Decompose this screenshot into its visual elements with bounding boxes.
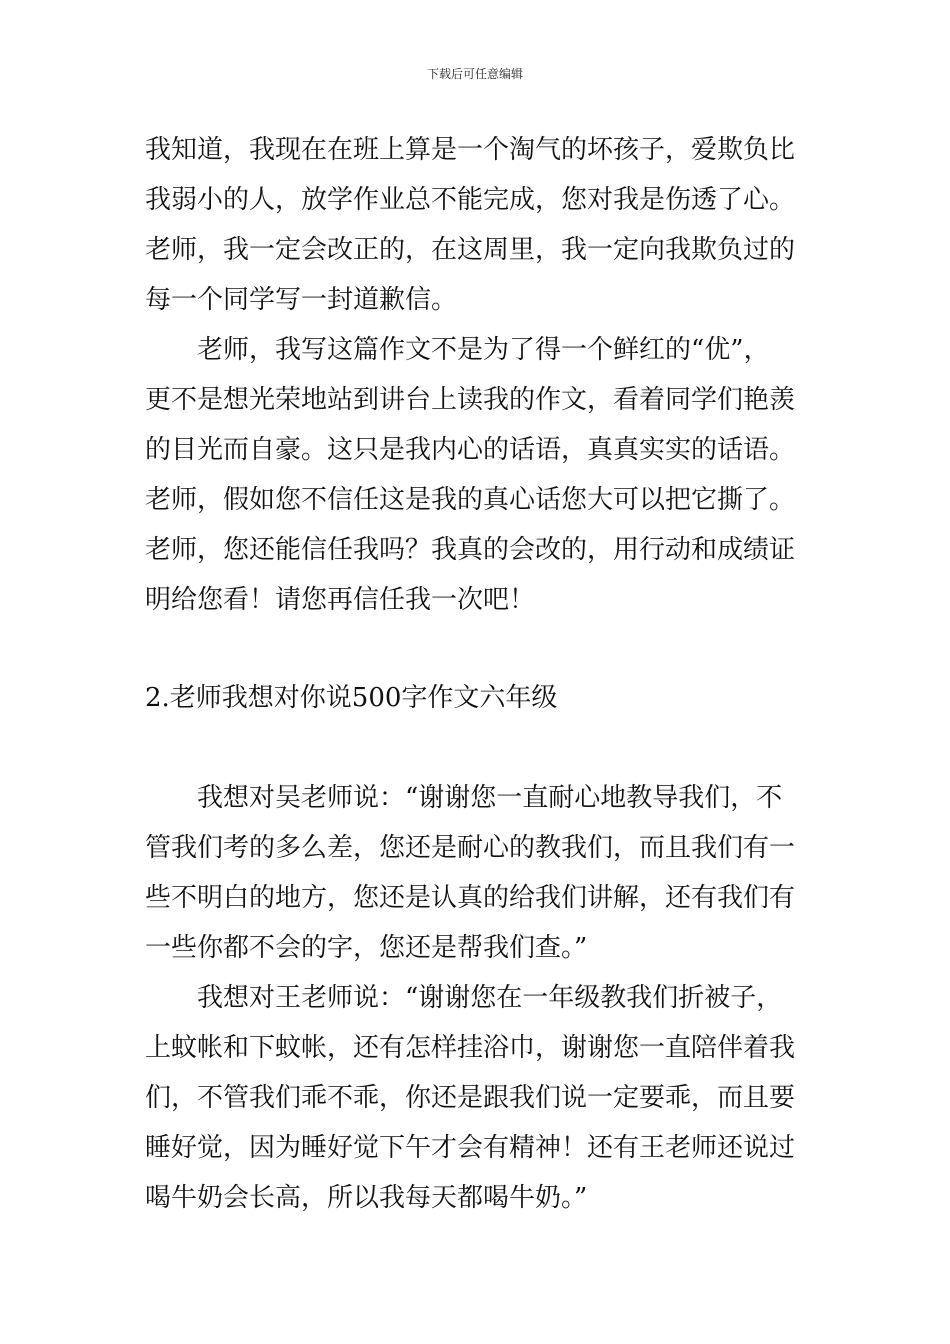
text-line: 睡好觉，因为睡好觉下午才会有精神！还有王老师还说过 <box>145 1133 796 1163</box>
paragraph-4 <box>145 973 815 1223</box>
text-line: 老师，您还能信任我吗？我真的会改的，用行动和成绩证 <box>145 535 796 565</box>
text-line: 我想对吴老师说：“谢谢您一直耐心地教导我们，不 <box>197 783 783 813</box>
text-line: 更不是想光荣地站到讲台上读我的作文，看着同学们艳羡 <box>145 385 796 415</box>
text-line: 我想对王老师说：“谢谢您在一年级教我们折被子， <box>197 983 783 1013</box>
text-line: 老师，假如您不信任这是我的真心话您大可以把它撕了。 <box>145 485 796 515</box>
text-line: 我弱小的人，放学作业总不能完成，您对我是伤透了心。 <box>145 185 796 215</box>
paragraph-2 <box>145 325 815 625</box>
section-heading: 2.老师我想对你说500字作文六年级 <box>145 683 558 713</box>
paragraph-1 <box>145 125 815 325</box>
text-line: 老师，我一定会改正的，在这周里，我一定向我欺负过的 <box>145 235 796 265</box>
text-line: 些不明白的地方，您还是认真的给我们讲解，还有我们有 <box>145 883 796 913</box>
text-line: 明给您看！请您再信任我一次吧！ <box>145 585 536 615</box>
text-line: 喝牛奶会长高，所以我每天都喝牛奶。” <box>145 1183 588 1213</box>
text-line: 一些你都不会的字，您还是帮我们查。” <box>145 933 588 963</box>
page-header: 下载后可任意编辑 <box>426 67 523 81</box>
text-line: 每一个同学写一封道歉信。 <box>145 285 458 315</box>
text-line: 管我们考的多么差，您还是耐心的教我们，而且我们有一 <box>145 833 796 863</box>
paragraph-3 <box>145 773 815 973</box>
text-line: 我知道，我现在在班上算是一个淘气的坏孩子，爱欺负比 <box>145 135 796 165</box>
text-line: 们，不管我们乖不乖，你还是跟我们说一定要乖，而且要 <box>145 1083 796 1113</box>
text-line: 的目光而自豪。这只是我内心的话语，真真实实的话语。 <box>145 435 796 465</box>
text-line: 上蚊帐和下蚊帐，还有怎样挂浴巾，谢谢您一直陪伴着我 <box>145 1033 796 1063</box>
text-line: 老师，我写这篇作文不是为了得一个鲜红的“优”， <box>197 335 770 365</box>
